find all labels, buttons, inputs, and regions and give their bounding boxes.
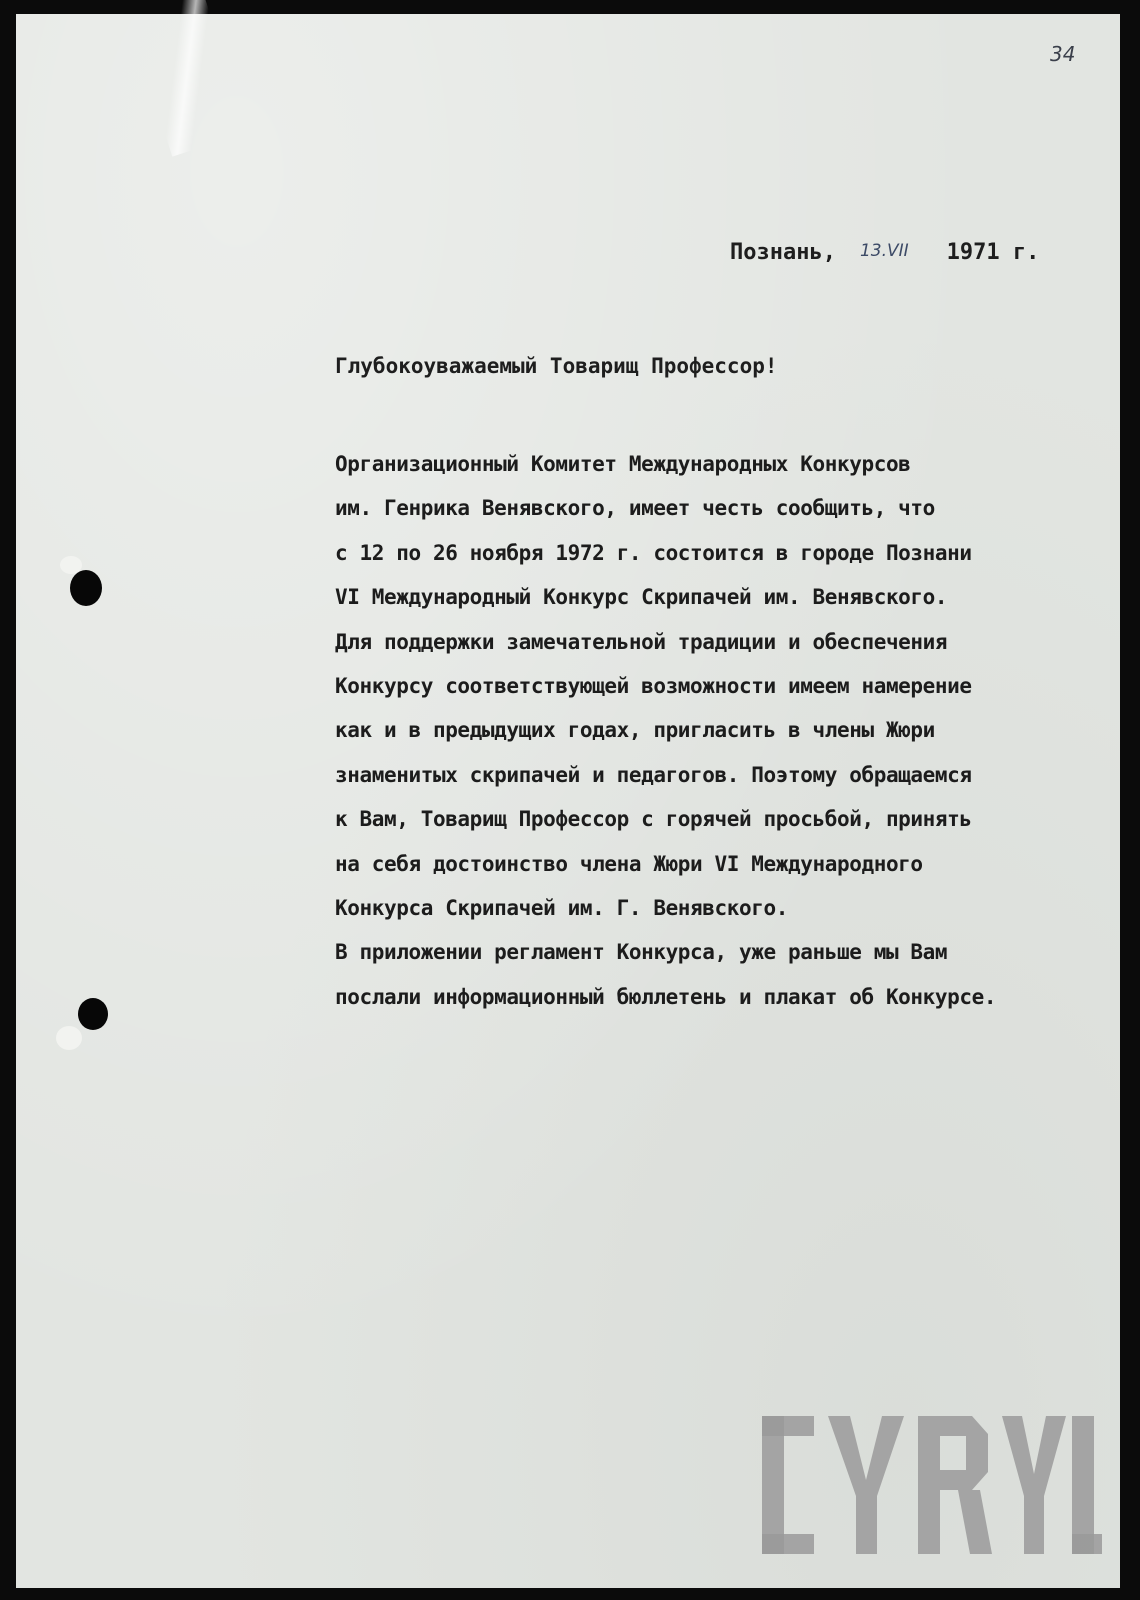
body-line: Для поддержки замечательной традиции и обеспечения — [335, 629, 948, 654]
body-line: Организационный Комитет Международных Конкурсов — [335, 452, 911, 476]
body-line: знаменитых скрипачей и педагогов. Поэтому обращаемся — [335, 762, 972, 787]
salutation: Глубокоуважаемый Товарищ Профессор! — [335, 354, 778, 378]
punch-hole — [70, 570, 102, 606]
body-line: В приложении регламент Конкурса, уже раньше мы Вам — [335, 940, 948, 965]
date-year: 1971 г. — [946, 240, 1040, 265]
handwritten-date: 13.VII — [859, 241, 909, 261]
body-line: к Вам, Товарищ Профессор с горячей просьбой, принять — [335, 807, 972, 832]
date-place: Познань, — [730, 240, 836, 265]
body-line: как и в предыдущих годах, пригласить в члены Жюри — [335, 718, 935, 743]
cyryl-watermark-logo — [762, 1410, 1102, 1560]
punch-hole — [78, 998, 108, 1030]
paper-tear-mark — [56, 1026, 82, 1050]
paper-fold-mark — [126, 0, 248, 157]
body-line: на себя достоинство члена Жюри VI Международного — [335, 851, 923, 876]
letter-body — [335, 442, 1095, 1019]
body-line: Конкурсу соответствующей возможности имеем намерение — [335, 673, 972, 698]
body-line: с 12 по 26 ноября 1972 г. состоится в городе Познани — [335, 540, 972, 565]
body-line: им. Генрика Венявского, имеет честь сообщить, что — [335, 496, 935, 521]
page-number: 34 — [1050, 42, 1076, 66]
body-line: VI Международный Конкурс Скрипачей им. Венявского. — [335, 585, 948, 610]
body-line: послали информационный бюллетень и плакат об Конкурсе. — [335, 984, 997, 1009]
date-line — [730, 240, 1080, 265]
body-line: Конкурса Скрипачей им. Г. Венявского. — [335, 895, 788, 920]
